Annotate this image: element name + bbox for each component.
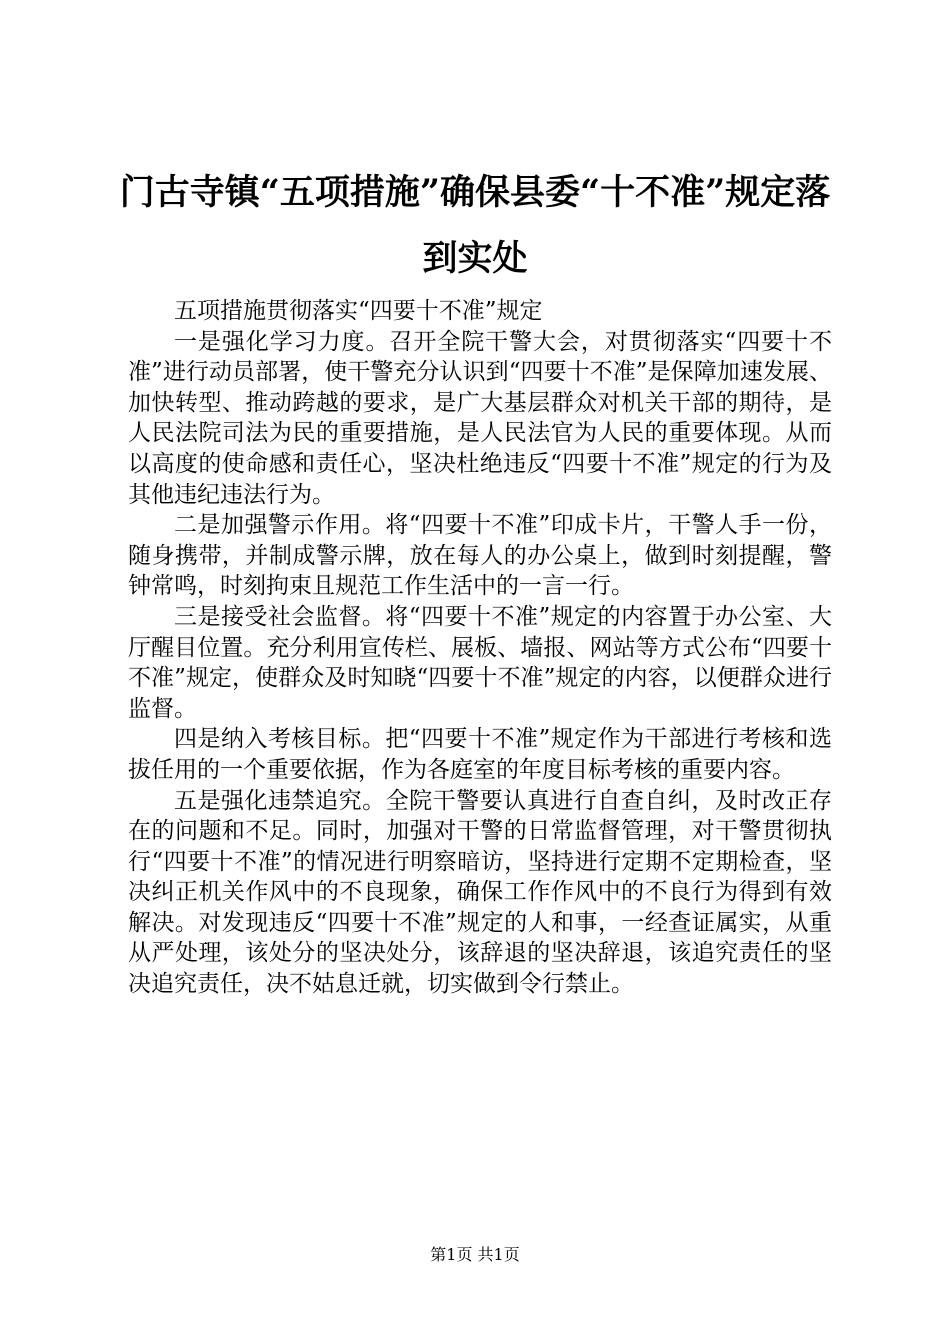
paragraph-2: 二是加强警示作用。将“四要十不准”印成卡片，干警人手一份，随身携带，并制成警示牌，放在每人的办公桌上，做到时刻提醒，警钟常鸣，时刻拘束且规范工作生活中的一言一行。 <box>128 512 832 600</box>
paragraph-5: 五是强化违禁追究。全院干警要认真进行自查自纠，及时改正存在的问题和不足。同时，加强对干警的日常监督管理，对干警贯彻执行“四要十不准”的情况进行明察暗访，坚持进行定期不定期检查，坚决纠正机关作风中的不良现象，确保工作作风中的不良行为得到有效解决。对发现违反“四要十不准”规定的人和事，一经查证属实，从重从严处理，该处分的坚决处分，该辞退的坚决辞退，该追究责任的坚决追究责任，决不姑息迁就，切实做到令行禁止。 <box>128 787 832 998</box>
page-footer: 第1页 共1页 <box>430 1245 520 1264</box>
paragraph-subtitle: 五项措施贯彻落实“四要十不准”规定 <box>174 298 543 324</box>
document-body <box>128 296 832 1000</box>
paragraph-3: 三是接受社会监督。将“四要十不准”规定的内容置于办公室、大厅醒目位置。充分利用宣传栏、展板、墙报、网站等方式公布“四要十不准”规定，使群众及时知晓“四要十不准”规定的内容，以便群众进行监督。 <box>128 603 832 722</box>
paragraph-4: 四是纳入考核目标。把“四要十不准”规定作为干部进行考核和选拔任用的一个重要依据，作为各庭室的年度目标考核的重要内容。 <box>128 726 832 783</box>
document-title: 门古寺镇“五项措施”确保县委“十不准”规定落到实处 <box>119 172 831 279</box>
paragraph-1: 一是强化学习力度。召开全院干警大会，对贯彻落实“四要十不准”进行动员部署，使干警充分认识到“四要十不准”是保障加速发展、加快转型、推动跨越的要求，是广大基层群众对机关干部的期待，是人民法院司法为民的重要措施，是人民法官为人民的重要体现。从而以高度的使命感和责任心，坚决杜绝违反“四要十不准”规定的行为及其他违纪违法行为。 <box>128 328 832 508</box>
